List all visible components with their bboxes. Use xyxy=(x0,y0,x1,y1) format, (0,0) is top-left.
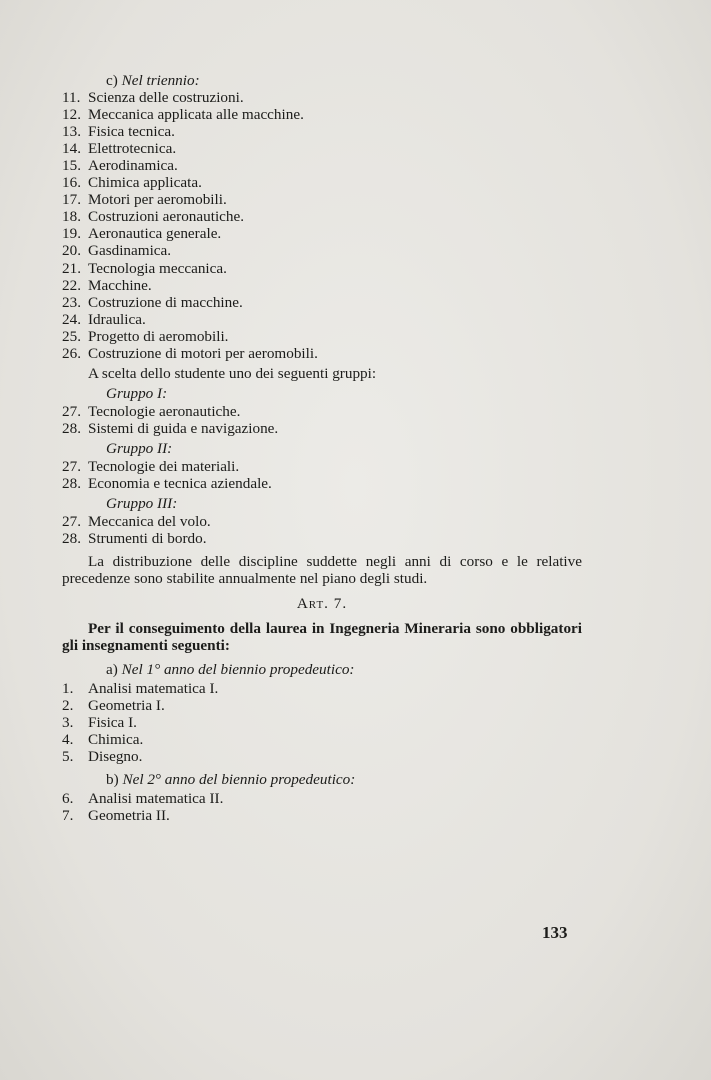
list-item xyxy=(62,530,582,547)
item-text: Idraulica. xyxy=(88,310,146,328)
section-c-heading: c) Nel triennio: xyxy=(106,72,200,89)
list-item xyxy=(62,311,582,328)
item-text: Aeronautica generale. xyxy=(88,225,222,243)
item-text: Analisi matematica II. xyxy=(88,789,224,807)
group-title: Gruppo II: xyxy=(106,439,173,457)
list-item xyxy=(62,790,582,807)
item-number: 24. xyxy=(62,310,81,328)
item-number: 14. xyxy=(62,140,81,158)
item-text: Meccanica del volo. xyxy=(88,513,211,531)
item-number: 2. xyxy=(62,696,74,714)
item-text: Costruzione di macchine. xyxy=(88,293,243,311)
item-number: 21. xyxy=(62,259,81,277)
group-title: Gruppo I: xyxy=(106,384,168,402)
list-item xyxy=(62,174,582,191)
item-text: Macchine. xyxy=(88,276,152,294)
list-item xyxy=(62,403,582,420)
list-item xyxy=(62,458,582,475)
item-number: 20. xyxy=(62,242,81,260)
list-item xyxy=(62,697,582,714)
list-item xyxy=(62,225,582,242)
list-item xyxy=(62,420,582,437)
item-number: 4. xyxy=(62,730,74,748)
item-number: 28. xyxy=(62,419,81,437)
list-item xyxy=(62,294,582,311)
item-number: 3. xyxy=(62,713,74,731)
list-item xyxy=(62,89,582,106)
list-item xyxy=(62,106,582,123)
groups-container xyxy=(62,385,582,547)
item-number: 17. xyxy=(62,191,81,209)
item-text: Motori per aeromobili. xyxy=(88,191,227,209)
item-text: Disegno. xyxy=(88,747,143,765)
item-text: Tecnologie dei materiali. xyxy=(88,458,240,476)
item-text: Chimica applicata. xyxy=(88,174,202,192)
list-item xyxy=(62,260,582,277)
list-item xyxy=(62,748,582,765)
item-number: 18. xyxy=(62,208,81,226)
list-item xyxy=(62,680,582,697)
item-text: Sistemi di guida e navigazione. xyxy=(88,419,279,437)
list-item xyxy=(62,208,582,225)
item-number: 16. xyxy=(62,174,81,192)
item-number: 28. xyxy=(62,475,81,493)
item-text: Tecnologia meccanica. xyxy=(88,259,227,277)
intro-paragraph: Per il conseguimento della laurea in Ingegneria Mineraria sono obbligatori gli insegnamenti seguenti: xyxy=(62,620,582,655)
list-item xyxy=(62,242,582,259)
item-number: 12. xyxy=(62,106,81,124)
item-number: 5. xyxy=(62,747,74,765)
item-number: 7. xyxy=(62,806,74,824)
list-item xyxy=(62,475,582,492)
item-number: 11. xyxy=(62,89,81,107)
article-heading: Art. 7. xyxy=(296,595,348,613)
item-number: 6. xyxy=(62,789,74,807)
item-text: Economia e tecnica aziendale. xyxy=(88,475,272,493)
section-b-heading: b) Nel 2° anno del biennio propedeutico: xyxy=(106,770,356,788)
list-item xyxy=(62,191,582,208)
item-text: Analisi matematica I. xyxy=(88,679,219,697)
second-year-list xyxy=(62,790,582,824)
item-number: 1. xyxy=(62,679,74,697)
triennio-list xyxy=(62,89,582,362)
item-text: Elettrotecnica. xyxy=(88,140,177,158)
item-text: Scienza delle costruzioni. xyxy=(88,89,244,107)
item-text: Geometria I. xyxy=(88,696,165,714)
item-text: Geometria II. xyxy=(88,806,170,824)
item-number: 23. xyxy=(62,293,81,311)
list-item xyxy=(62,345,582,362)
list-item xyxy=(62,513,582,530)
item-text: Costruzione di motori per aeromobili. xyxy=(88,344,318,362)
item-text: Strumenti di bordo. xyxy=(88,530,207,548)
list-item xyxy=(62,807,582,824)
item-number: 27. xyxy=(62,513,81,531)
list-item xyxy=(62,731,582,748)
list-item xyxy=(62,157,582,174)
page-number: 133 xyxy=(542,923,568,942)
item-text: Gasdinamica. xyxy=(88,242,172,260)
list-item xyxy=(62,123,582,140)
group-list xyxy=(62,458,582,492)
distribution-paragraph: La distribuzione delle discipline suddette negli anni di corso e le relative precedenze sono stabilite annualmente nel piano degli studi. xyxy=(62,553,582,588)
first-year-list xyxy=(62,680,582,765)
choice-line: A scelta dello studente uno dei seguenti gruppi: xyxy=(88,364,377,382)
item-number: 27. xyxy=(62,402,81,420)
item-text: Meccanica applicata alle macchine. xyxy=(88,106,304,124)
page-text xyxy=(62,72,582,824)
item-number: 25. xyxy=(62,327,81,345)
item-text: Aerodinamica. xyxy=(88,157,178,175)
item-number: 13. xyxy=(62,123,81,141)
item-text: Fisica tecnica. xyxy=(88,123,175,141)
item-number: 28. xyxy=(62,530,81,548)
item-number: 15. xyxy=(62,157,81,175)
item-number: 26. xyxy=(62,344,81,362)
list-item xyxy=(62,328,582,345)
item-text: Tecnologie aeronautiche. xyxy=(88,402,241,420)
list-item xyxy=(62,277,582,294)
item-text: Fisica I. xyxy=(88,713,137,731)
list-item xyxy=(62,140,582,157)
item-text: Costruzioni aeronautiche. xyxy=(88,208,245,226)
item-text: Chimica. xyxy=(88,730,144,748)
item-number: 19. xyxy=(62,225,81,243)
group-list xyxy=(62,403,582,437)
item-number: 22. xyxy=(62,276,81,294)
group-title: Gruppo III: xyxy=(106,495,178,513)
item-number: 27. xyxy=(62,458,81,476)
list-item xyxy=(62,714,582,731)
group-list xyxy=(62,513,582,547)
item-text: Progetto di aeromobili. xyxy=(88,327,229,345)
section-a-heading: a) Nel 1° anno del biennio propedeutico: xyxy=(106,660,355,678)
